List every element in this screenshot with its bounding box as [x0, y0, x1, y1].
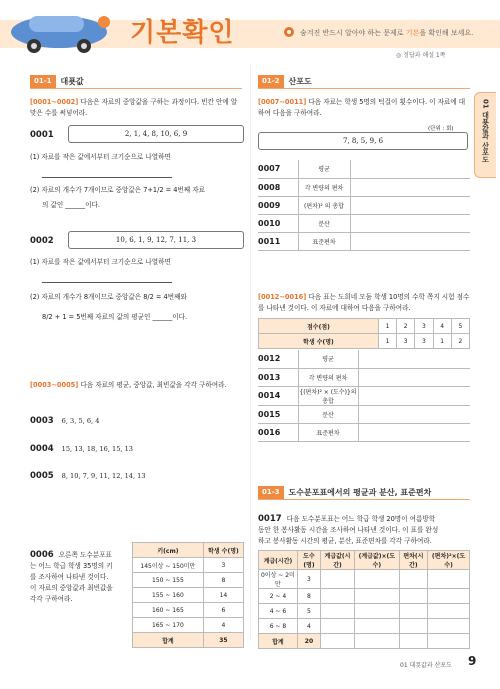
question-0017: 0017 다음 도수분포표는 어느 학급 학생 20명이 여름방학 동안 한 봉사활동 시간을 조사하여 나타낸 것이다. 이 표를 완성 하고 봉사활동 시간의 평균, 분산, 표준편차를 각각 구하여라. [258, 514, 439, 545]
section-title: 도수분포표에서의 평균과 분산, 표준편차 [288, 488, 432, 497]
section-title: 산포도 [288, 77, 312, 86]
header-subtitle: 숨겨진 반드시 알아야 하는 문제로 기본을 확인해 보세요. [300, 29, 474, 37]
answer-cell[interactable] [399, 589, 428, 604]
answer-cell[interactable] [355, 619, 400, 634]
answer-cell[interactable] [358, 405, 470, 423]
answer-cell[interactable] [428, 589, 470, 604]
answer-cell[interactable] [350, 178, 470, 196]
section-title: 대푯값 [60, 77, 84, 86]
answer-cell[interactable] [428, 604, 470, 619]
answer-line[interactable] [42, 282, 172, 283]
rocket-icon [283, 26, 295, 38]
data-box: 2, 1, 4, 8, 10, 6, 9 [68, 125, 244, 143]
section-number: 01-3 [258, 486, 284, 499]
car-illustration-icon [4, 2, 114, 54]
data-box: 7, 8, 5, 9, 6 [258, 132, 468, 150]
section-number: 01-1 [30, 75, 56, 88]
answer-cell[interactable] [350, 214, 470, 232]
answer-cell[interactable] [321, 589, 355, 604]
answer-cell[interactable] [350, 232, 470, 250]
answer-cell[interactable] [355, 589, 400, 604]
sub-question-cont: 의 값인 ______이다. [42, 201, 100, 209]
answer-cell[interactable] [321, 570, 355, 589]
answer-cell[interactable] [358, 423, 470, 441]
question-table-a: 0007 평균 0008 각 변량의 편차 0009 (편차)² 의 총합 0010 분산 0011 표준편차 [258, 160, 470, 251]
answer-cell[interactable] [428, 619, 470, 634]
answer-cell[interactable] [350, 196, 470, 214]
answer-cell[interactable] [355, 604, 400, 619]
question-table-b: 0012 평균 0013 각 변량의 편차 0014 {(편차)² × (도수)}의 총합 0015 분산 0016 표준편차 [258, 350, 470, 442]
data-box: 10, 6, 1, 9, 12, 7, 11, 3 [68, 231, 244, 249]
section-1-header [30, 75, 242, 89]
question-0004: 0004 15, 13, 18, 16, 15, 13 [30, 444, 133, 454]
answer-cell[interactable] [358, 386, 470, 405]
answer-cell[interactable] [321, 619, 355, 634]
question-0005: 0005 8, 10, 7, 9, 11, 12, 14, 13 [30, 471, 146, 481]
unit-label: (단위 : 회) [428, 126, 454, 132]
question-number: 0002 [30, 236, 54, 246]
answer-cell[interactable] [399, 619, 428, 634]
answer-cell[interactable] [358, 350, 470, 368]
intro-0007-0011: [0007~0011] 다음 자료는 학생 5명의 턱걸이 횟수이다. 이 자료에 대하여 다음을 구하여라. [258, 98, 466, 117]
answer-cell[interactable] [321, 604, 355, 619]
score-table: 점수(점) 1 2 3 4 5 학생 수(명) 1 3 3 1 2 [258, 318, 470, 349]
answer-cell[interactable] [350, 160, 470, 178]
question-0003: 0003 6, 3, 5, 6, 4 [30, 416, 100, 426]
page-number: 9 [468, 654, 477, 668]
answer-reference: ◎ 정답과 해설 1쪽 [396, 52, 446, 59]
answer-cell[interactable] [399, 604, 428, 619]
side-tab-label: 01 대푯값과 산포도 [481, 99, 490, 163]
side-tab[interactable] [474, 92, 496, 178]
section-number: 01-2 [258, 75, 284, 88]
answer-cell[interactable] [428, 570, 470, 589]
sub-question: (2) 자료의 개수가 8개이므로 중앙값은 8/2 = 4번째와 [30, 293, 187, 301]
intro-0003-0005: [0003~0005] 다음 자료의 평균, 중앙값, 최빈값을 각각 구하여라. [30, 381, 227, 389]
section-3-header [258, 486, 470, 500]
sub-question: (1) 자료를 작은 값에서부터 크기순으로 나열하면 [30, 153, 171, 161]
sub-question: (1) 자료를 작은 값에서부터 크기순으로 나열하면 [30, 258, 171, 266]
column-divider [250, 65, 251, 640]
answer-line[interactable] [42, 177, 172, 178]
height-frequency-table: 키(cm) 학생 수(명) 145이상 ~ 150미만 3 150 ~ 155 8 155 ~ 160 14 160 ~ 165 6 165 ~ 170 4 합계 35 [132, 542, 244, 648]
intro-0001-0002: [0001~0002] 다음은 자료의 중앙값을 구하는 과정이다. 빈칸 안에 알맞은 수를 써넣어라. [30, 98, 238, 117]
question-number: 0001 [30, 130, 54, 140]
question-0006: 0006 오른쪽 도수분포표 는 어느 학급 학생 35명의 키 를 조사하여 나타낸 것이다. 이 자료의 중앙값과 최빈값을 각각 구하여라. [30, 550, 113, 603]
answer-cell[interactable] [399, 570, 428, 589]
sub-question: (2) 자료의 개수가 7개이므로 중앙값은 7+1/2 = 4번째 자료 [30, 186, 206, 194]
volunteer-frequency-table: 계급(시간) 도수(명) 계급값(시간) (계급값)×(도수) 편차(시간) (편차)²×(도수) 0이상 ~ 2미만 3 2 ~ 4 8 4 ~ 6 5 6 ~ 8 4 합계 20 [258, 550, 470, 649]
answer-cell[interactable] [358, 368, 470, 386]
page-title: 기본확인 [130, 18, 235, 48]
sub-question-cont: 8/2 + 1 = 5번째 자료의 값의 평균인 ______이다. [42, 313, 188, 321]
intro-0012-0016: [0012~0016] 다음 표는 도희네 모둠 학생 10명의 수학 쪽지 시험 점수를 나타낸 것이다. 이 자료에 대하여 다음을 구하여라. [258, 293, 470, 312]
footer-text: 01 대푯값과 산포도 [400, 662, 453, 669]
answer-cell[interactable] [355, 570, 400, 589]
section-2-header [258, 75, 470, 89]
